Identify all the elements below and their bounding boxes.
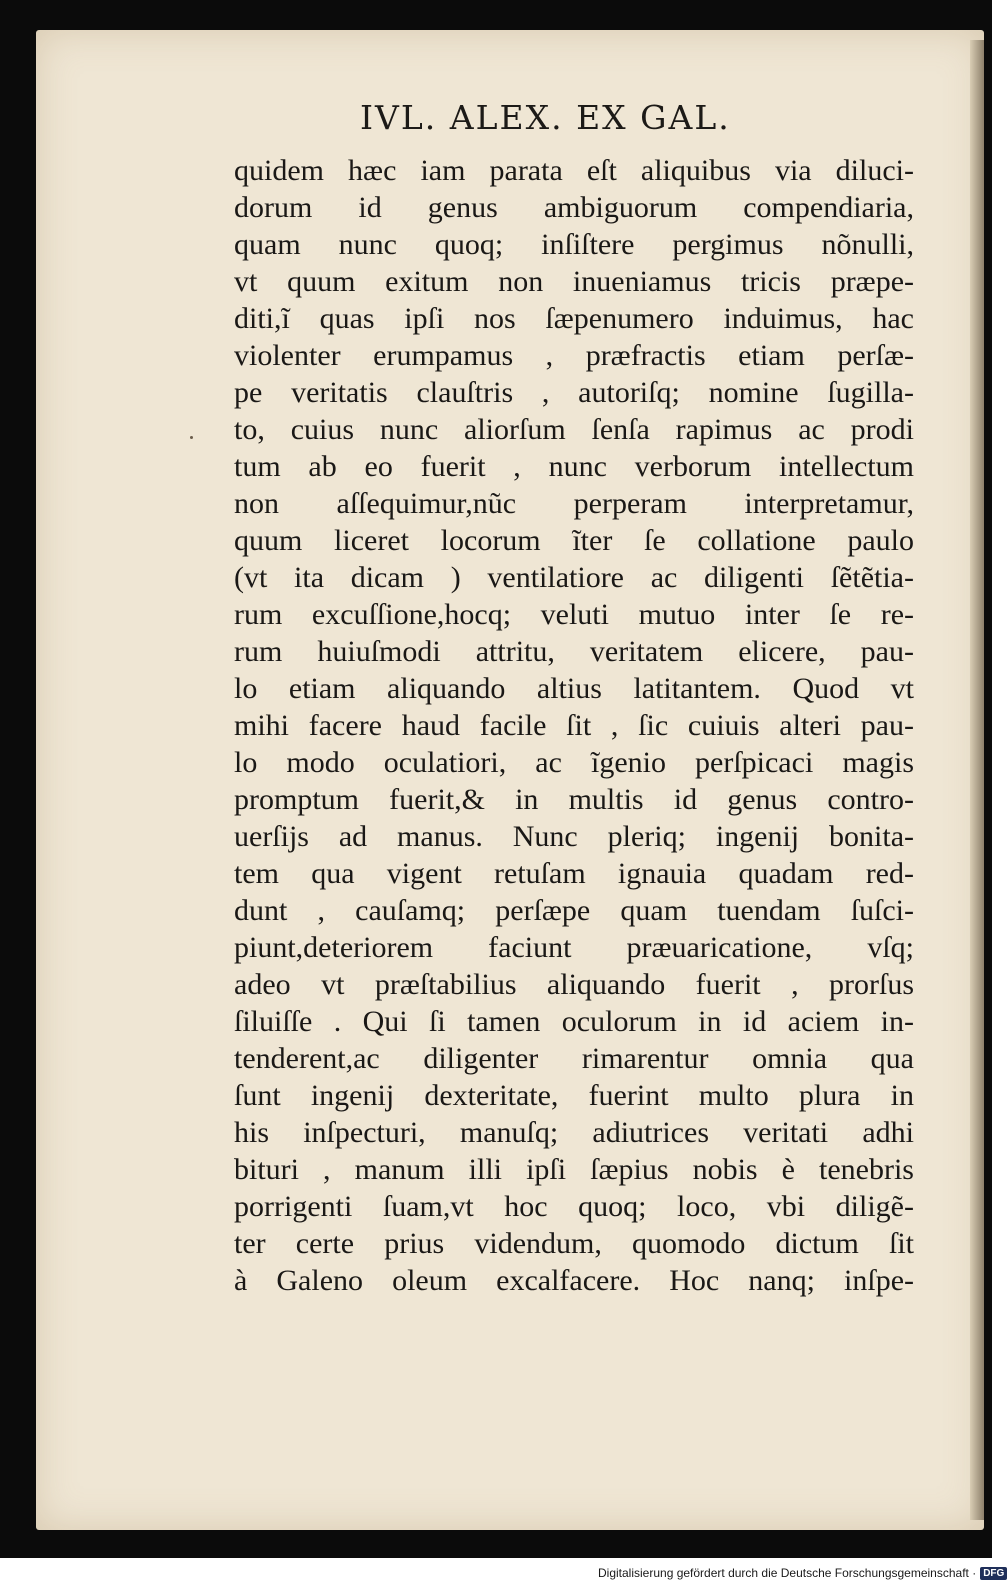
text-line: tum ab eo fuerit , nunc verborum intellectum xyxy=(234,450,914,483)
text-line: promptum fuerit,& in multis id genus contro- xyxy=(234,783,914,816)
dfg-logo-icon: DFG xyxy=(980,1567,1007,1580)
text-line: ſiluiſſe . Qui ſi tamen oculorum in id aciem in- xyxy=(234,1005,914,1038)
text-line: tem qua vigent retuſam ignauia quadam red- xyxy=(234,857,914,890)
text-line: diti,ĩ quas ipſi nos ſæpenumero induimus, hac xyxy=(234,302,914,335)
text-line: quidem hæc iam parata eſt aliquibus via diluci- xyxy=(234,154,914,187)
text-line: vt quum exitum non inueniamus tricis præpe- xyxy=(234,265,914,298)
text-line: violenter erumpamus , præfractis etiam perſæ- xyxy=(234,339,914,372)
text-line: to, cuius nunc aliorſum ſenſa rapimus ac prodi xyxy=(234,413,914,446)
text-line: rum huiuſmodi attritu, veritatem elicere, pau- xyxy=(234,635,914,668)
text-line: uerſijs ad manus. Nunc pleriq; ingenij bonita- xyxy=(234,820,914,853)
text-line: mihi facere haud facile ſit , ſic cuiuis alteri pau- xyxy=(234,709,914,742)
credit-text: Digitalisierung gefördert durch die Deutsche Forschungsgemeinschaft · xyxy=(598,1566,977,1580)
text-line: quam nunc quoq; inſiſtere pergimus nõnulli, xyxy=(234,228,914,261)
text-line: ſunt ingenij dexteritate, fuerint multo plura in xyxy=(234,1079,914,1112)
running-header: IVL. ALEX. EX GAL. xyxy=(360,98,731,137)
text-line: non aſſequimur,nũc perperam interpretamur, xyxy=(234,487,914,520)
text-line: piunt,deteriorem faciunt præuaricatione, vſq; xyxy=(234,931,914,964)
text-line: lo modo oculatiori, ac ĩgenio perſpicaci magis xyxy=(234,746,914,779)
text-line: à Galeno oleum excalfacere. Hoc nanq; inſpe- xyxy=(234,1264,914,1297)
text-line: dorum id genus ambiguorum compendiaria, xyxy=(234,191,914,224)
text-line: lo etiam aliquando altius latitantem. Quod vt xyxy=(234,672,914,705)
digitization-credit xyxy=(598,1566,1007,1580)
text-line: pe veritatis clauſtris , autoriſq; nomine ſugilla- xyxy=(234,376,914,409)
text-line: bituri , manum illi ipſi ſæpius nobis è tenebris xyxy=(234,1153,914,1186)
ink-speck xyxy=(190,436,193,439)
text-line: tenderent,ac diligenter rimarentur omnia qua xyxy=(234,1042,914,1075)
text-line: adeo vt præſtabilius aliquando fuerit , prorſus xyxy=(234,968,914,1001)
text-line: quum liceret locorum ĩter ſe collatione paulo xyxy=(234,524,914,557)
page-edge xyxy=(970,40,984,1520)
text-line: porrigenti ſuam,vt hoc quoq; loco, vbi diligẽ- xyxy=(234,1190,914,1223)
body-text xyxy=(234,152,914,1299)
text-line: his inſpecturi, manuſq; adiutrices veritati adhi xyxy=(234,1116,914,1149)
text-line: (vt ita dicam ) ventilatiore ac diligenti ſẽtẽtia- xyxy=(234,561,914,594)
text-line: ter certe prius videndum, quomodo dictum ſit xyxy=(234,1227,914,1260)
text-line: dunt , cauſamq; perſæpe quam tuendam ſuſci- xyxy=(234,894,914,927)
text-line: rum excuſſione,hocq; veluti mutuo inter ſe re- xyxy=(234,598,914,631)
